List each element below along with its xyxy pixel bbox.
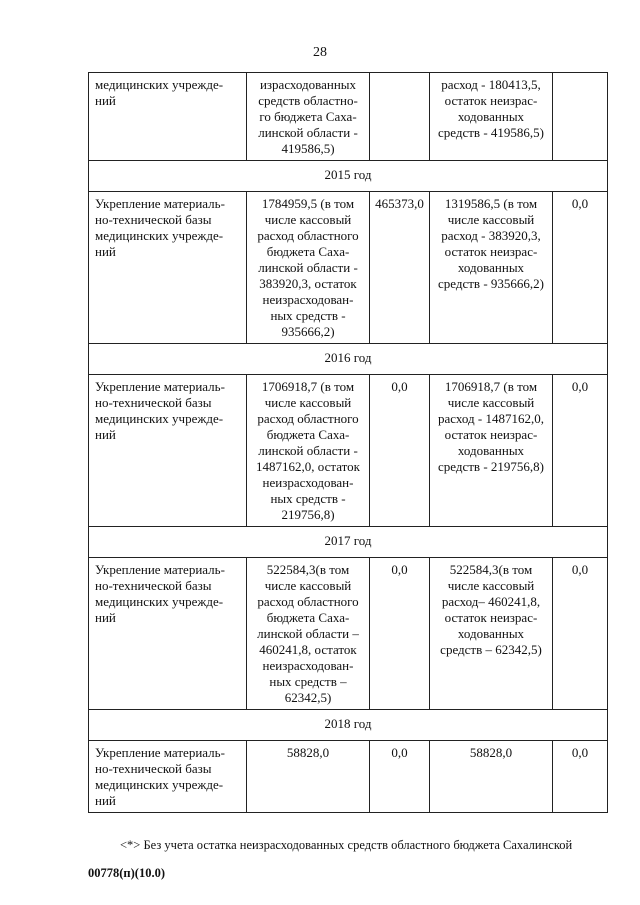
- total-funding-cell: 1784959,5 (в том числе кассовый расход областного бюджета Саха- линской области - 383920,3, остаток неизрасходован- ных средств - 935666,2): [247, 192, 370, 344]
- footnote: <*> Без учета остатка неизрасходованных средств областного бюджета Сахалинской: [120, 838, 573, 852]
- table-row: [89, 375, 608, 527]
- federal-funding-cell: 0,0: [370, 741, 430, 813]
- table-row-continuation: [89, 73, 608, 161]
- year-header: 2017 год: [89, 527, 608, 558]
- year-header: 2018 год: [89, 710, 608, 741]
- year-header-row: [89, 161, 608, 192]
- year-header-row: [89, 710, 608, 741]
- year-header: 2015 год: [89, 161, 608, 192]
- year-header-row: [89, 527, 608, 558]
- total-funding-cell: израсходованных средств областно- го бюджета Саха- линской области - 419586,5): [247, 73, 370, 161]
- federal-funding-cell: 0,0: [370, 558, 430, 710]
- other-funding-cell: 0,0: [553, 375, 608, 527]
- table-row: [89, 558, 608, 710]
- year-header: 2016 год: [89, 344, 608, 375]
- table-row: [89, 192, 608, 344]
- regional-funding-cell: 1706918,7 (в том числе кассовый расход - 1487162,0, остаток неизрас- ходованных средств - 219756,8): [430, 375, 553, 527]
- other-funding-cell: 0,0: [553, 741, 608, 813]
- federal-funding-cell: [370, 73, 430, 161]
- table-row: [89, 741, 608, 813]
- total-funding-cell: 522584,3(в том числе кассовый расход областного бюджета Саха- линской области – 460241,8, остаток неизрасходован- ных средств – 62342,5): [247, 558, 370, 710]
- total-funding-cell: 58828,0: [247, 741, 370, 813]
- regional-funding-cell: 522584,3(в том числе кассовый расход– 460241,8, остаток неизрас- ходованных средств – 62342,5): [430, 558, 553, 710]
- activity-cell: медицинских учрежде- ний: [89, 73, 247, 161]
- page-number: 28: [313, 45, 327, 60]
- federal-funding-cell: 465373,0: [370, 192, 430, 344]
- activity-cell: Укрепление материаль- но-технической базы медицинских учрежде- ний: [89, 192, 247, 344]
- year-header-row: [89, 344, 608, 375]
- activity-cell: Укрепление материаль- но-технической базы медицинских учрежде- ний: [89, 741, 247, 813]
- budget-table: [88, 72, 608, 813]
- other-funding-cell: 0,0: [553, 558, 608, 710]
- other-funding-cell: [553, 73, 608, 161]
- document-code: 00778(п)(10.0): [88, 866, 165, 880]
- regional-funding-cell: 58828,0: [430, 741, 553, 813]
- other-funding-cell: 0,0: [553, 192, 608, 344]
- federal-funding-cell: 0,0: [370, 375, 430, 527]
- activity-cell: Укрепление материаль- но-технической базы медицинских учрежде- ний: [89, 558, 247, 710]
- regional-funding-cell: 1319586,5 (в том числе кассовый расход - 383920,3, остаток неизрас- ходованных средств - 935666,2): [430, 192, 553, 344]
- total-funding-cell: 1706918,7 (в том числе кассовый расход областного бюджета Саха- линской области - 1487162,0, остаток неизрасходован- ных средств - 219756,8): [247, 375, 370, 527]
- regional-funding-cell: расход - 180413,5, остаток неизрас- ходованных средств - 419586,5): [430, 73, 553, 161]
- activity-cell: Укрепление материаль- но-технической базы медицинских учрежде- ний: [89, 375, 247, 527]
